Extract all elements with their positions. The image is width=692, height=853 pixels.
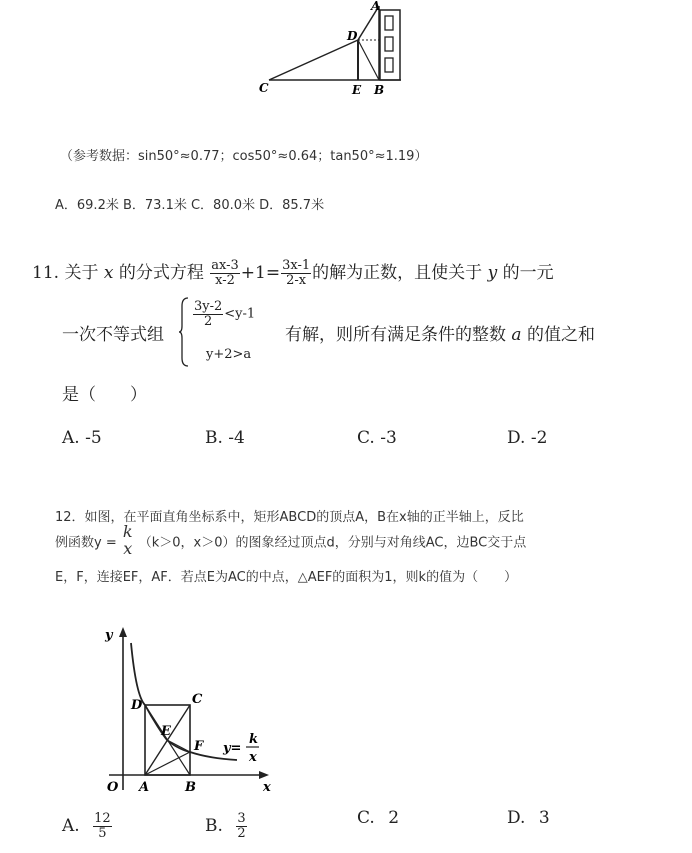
q11-var-y: y [487,263,498,283]
q12-option-d-letter: D. [507,808,526,828]
q12-option-c-letter: C. [357,808,375,828]
q12-text-1: 例函数y = [55,535,117,551]
q12-text-2: （k＞0，x＞0）的图象经过顶点d，分别与对角线AC，边BC交于点 [138,535,527,551]
fig1-label-b: B [374,83,385,97]
q12-line2 [55,524,526,558]
q11-eq-rhs-den: 2-x [286,273,307,288]
q11-ineq1-rel: <y-1 [224,306,256,322]
q10-options: A．69.2米 B．73.1米 C．80.0米 D．85.7米 [55,198,325,213]
q11-line3: 是（ ） [62,385,147,405]
q11-option-c: C. -3 [357,428,397,448]
q11-ineq1-den: 2 [204,313,213,329]
q12-frac-den: x [123,538,133,558]
fig2-label-d: D [131,698,143,713]
q11-eq-rhs-num: 3x-1 [282,258,311,274]
q11-ineq1-num: 3y-2 [194,299,223,314]
q12-option-c-text: 2 [388,808,400,828]
fig2-curve-lhs: y= [223,741,242,756]
q11-number: 11. [32,263,60,283]
q12-option-b-num: 3 [237,811,246,826]
q12-line3: E，F，连接EF，AF．若点E为AC的中点，△AEF的面积为1，则k的值为（ ） [55,570,518,585]
fig2-label-x: x [263,780,271,795]
q12-frac-num: k [122,522,133,541]
q11-eq-plus: +1= [240,263,281,283]
q12-option-a-num: 12 [94,811,111,826]
q11-eq-lhs-num: ax-3 [211,258,239,274]
q11-eq-rhs-fraction [281,259,311,287]
fig2-label-e: E [161,724,171,739]
q11-option-d: D. -2 [507,428,548,448]
fig2-label-a: A [139,780,150,795]
q12-option-b-den: 2 [237,825,246,841]
fig1-label-d: D [347,29,358,43]
fig2-curve-num: k [249,732,259,747]
q12-option-d [507,808,550,828]
fig2-label-f: F [194,739,204,754]
fig2-label-o: O [107,780,119,795]
fig1-label-c: C [259,81,269,95]
coordinate-figure [95,625,275,800]
q11-system-brace [178,296,190,368]
triangle-figure [255,0,415,100]
q11-text-1: 关于 [64,263,99,283]
q12-line1: 12．如图，在平面直角坐标系中，矩形ABCD的顶点A，B在x轴的正半轴上，反比 [55,510,524,525]
q11-line1 [32,258,554,288]
q12-option-a [62,812,113,840]
fig2-label-y: y [105,628,113,643]
q11-ineq1-fraction [193,300,223,328]
fig1-label-a: A [371,0,381,13]
q12-option-c [357,808,399,828]
fig2-label-b: B [185,780,196,795]
q11-text-2: 的分式方程 [118,263,204,283]
q11-text-6: 的值之和 [526,325,595,345]
q11-text-4: 的一元 [502,263,554,283]
fig1-label-e: E [352,83,362,97]
q11-text-3: 的解为正数，且使关于 [312,263,483,283]
q11-var-a: a [511,325,522,345]
q11-option-a: A. -5 [62,428,102,448]
q11-eq-lhs-fraction [210,259,240,287]
reference-data: （参考数据：sin50°≈0.77；cos50°≈0.64；tan50°≈1.19） [60,149,428,164]
q12-option-b [205,812,248,840]
q11-ineq1 [192,300,255,328]
q12-fraction [122,524,134,558]
fig2-label-c: C [192,692,203,707]
fig2-curve-den: x [249,750,257,765]
q11-var-x: x [103,263,114,283]
q11-option-b: B. -4 [205,428,245,448]
q12-option-b-fraction [236,812,246,840]
q12-option-d-text: 3 [538,808,550,828]
q12-option-a-fraction [93,812,112,840]
q12-option-a-den: 5 [98,825,107,841]
q11-ineq2: y+2>a [206,347,252,362]
q11-line2-label: 一次不等式组 [62,325,164,345]
q11-eq-lhs-den: x-2 [215,273,235,288]
q11-line2-rest [285,320,595,345]
q11-text-5: 有解，则所有满足条件的整数 [285,325,506,345]
q12-option-b-letter: B. [205,816,223,837]
q12-option-a-letter: A. [62,816,80,837]
